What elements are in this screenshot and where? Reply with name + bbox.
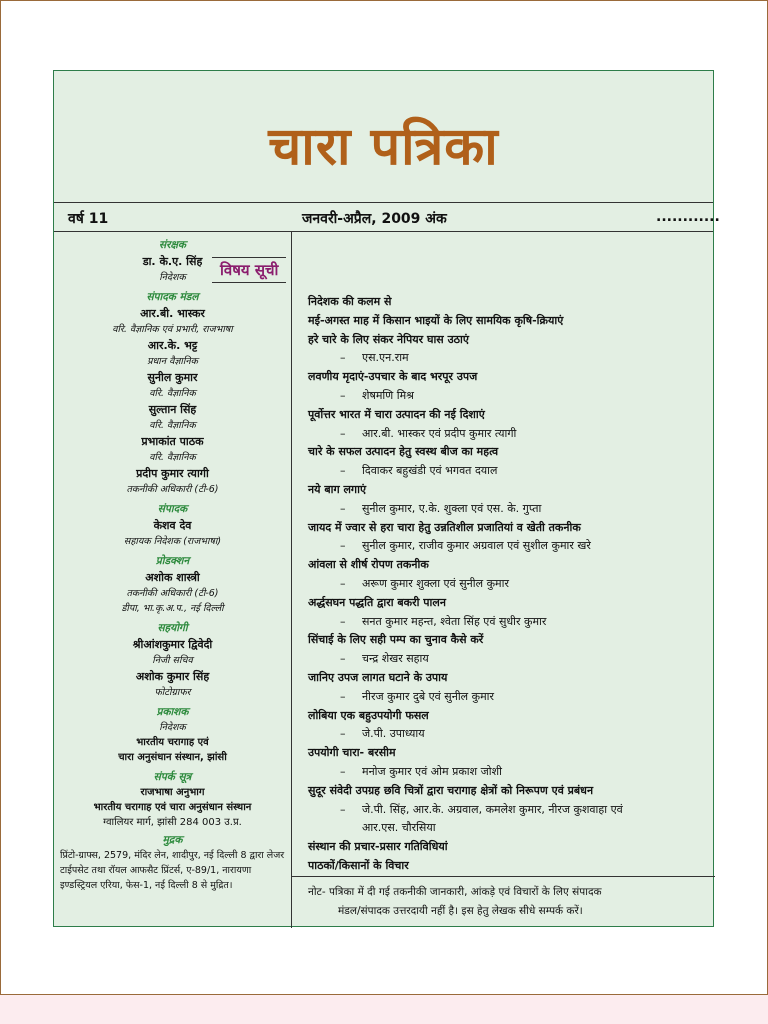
header-top-rule bbox=[54, 202, 713, 203]
author-names: दिवाकर बहुखंडी एवं भगवत दयाल bbox=[362, 464, 498, 478]
toc-article-title: लवणीय मृदाएं-उपचार के बाद भरपूर उपज bbox=[308, 370, 478, 384]
author-dash: – bbox=[340, 351, 346, 365]
contact-line: राजभाषा अनुभाग bbox=[140, 787, 205, 798]
author-names: सनत कुमार महन्त, श्वेता सिंह एवं सुधीर कुमार bbox=[362, 614, 547, 628]
toc-article-title: निदेशक की कलम से bbox=[308, 295, 392, 308]
author-names: जे.पी. सिंह, आर.के. अग्रवाल, कमलेश कुमार, नीरज कुशवाहा एवं bbox=[362, 802, 623, 816]
toc-article-title: अर्द्धसघन पद्धति द्वारा बकरी पालन bbox=[308, 595, 446, 609]
toc-heading: विषय सूची bbox=[212, 257, 286, 283]
production-place: डीपा, भा.कृ.अ.प., नई दिल्ली bbox=[121, 603, 224, 614]
toc-article-author bbox=[308, 650, 708, 669]
board-member-name: सुनील कुमार bbox=[147, 371, 198, 384]
author-names: मनोज कुमार एवं ओम प्रकाश जोशी bbox=[362, 764, 502, 778]
toc-article-title: चारे के सफल उत्पादन हेतु स्वस्थ बीज का महत्व bbox=[308, 445, 499, 459]
board-member-role: वरि. वैज्ञानिक एवं प्रभारी, राजभाषा bbox=[112, 324, 233, 335]
author-dash: – bbox=[340, 501, 346, 515]
printer-text: प्रिंटो-ग्राफ्स, 2579, मंदिर लेन, शादीपुर, नई दिल्ली 8 द्वारा लेजर टाईपसेट तथा रॉयल आफसैट प्रिंटर्स, ए-89/1, नारायणा इण्डस्ट्रियल एरिया, फेस-1, नई दिल्ली 8 से मुद्रित। bbox=[60, 850, 285, 891]
patron-role: निदेशक bbox=[159, 272, 186, 283]
author-dash: – bbox=[340, 426, 346, 440]
assist-role: फोटोग्राफर bbox=[154, 687, 191, 698]
author-dash: – bbox=[340, 464, 346, 478]
toc-article-title: सुदूर संवेदी उपग्रह छवि चित्रों द्वारा चरागाह क्षेत्रों को निरूपण एवं प्रबंधन bbox=[308, 783, 594, 797]
issue-label: जनवरी-अप्रैल, 2009 अंक bbox=[302, 211, 447, 227]
board-member-name: सुल्तान सिंह bbox=[148, 403, 197, 416]
board-heading: संपादक मंडल bbox=[146, 291, 199, 303]
table-of-contents bbox=[308, 293, 708, 876]
toc-article-author bbox=[308, 801, 708, 820]
note-rule bbox=[292, 876, 715, 877]
editor-heading: संपादक bbox=[157, 503, 188, 515]
board-member-role: प्रधान वैज्ञानिक bbox=[147, 356, 198, 367]
author-dash: – bbox=[340, 652, 346, 666]
toc-article-title: आंवला से शीर्ष रोपण तकनीक bbox=[308, 558, 429, 572]
patron-name: डा. के.ए. सिंह bbox=[142, 255, 203, 268]
author-names: नीरज कुमार दुबे एवं सुनील कुमार bbox=[362, 689, 495, 703]
toc-article-author bbox=[308, 613, 708, 632]
assist-name: श्रीआंशकुमार द्विवेदी bbox=[132, 638, 213, 651]
board-member-name: आर.बी. भास्कर bbox=[140, 307, 205, 320]
production-heading: प्रोडक्शन bbox=[155, 555, 190, 567]
toc-article-author bbox=[308, 500, 708, 519]
author-names: सुनील कुमार, ए.के. शुक्ला एवं एस. के. गुप्ता bbox=[362, 501, 542, 515]
author-names: चन्द्र शेखर सहाय bbox=[362, 652, 429, 666]
toc-article-title: पाठकों/किसानों के विचार bbox=[308, 858, 409, 872]
toc-article-author: आर.एस. चौरसिया bbox=[362, 821, 436, 835]
note-line: मंडल/संपादक उत्तरदायी नहीं है। इस हेतु लेखक सीधे सम्पर्क करें। bbox=[338, 905, 583, 917]
column-divider bbox=[291, 231, 292, 928]
toc-article-author bbox=[308, 387, 708, 406]
note-line: नोट- पत्रिका में दी गई तकनीकी जानकारी, आंकड़े एवं विचारों के लिए संपादक bbox=[308, 886, 602, 898]
toc-article-author bbox=[308, 349, 708, 368]
toc-article-title: संस्थान की प्रचार-प्रसार गतिविधियां bbox=[308, 840, 448, 854]
author-names: अरूण कुमार शुक्ला एवं सुनील कुमार bbox=[362, 576, 509, 590]
contact-heading: संपर्क सूत्र bbox=[153, 771, 192, 783]
publisher-org: चारा अनुसंधान संस्थान, झांसी bbox=[118, 752, 227, 763]
disclaimer-note bbox=[308, 883, 708, 921]
author-names: जे.पी. उपाध्याय bbox=[362, 727, 425, 741]
toc-article-author bbox=[308, 425, 708, 444]
author-dash: – bbox=[340, 576, 346, 590]
publisher-heading: प्रकाशक bbox=[156, 706, 189, 718]
toc-article-author bbox=[308, 537, 708, 556]
patron-heading: संरक्षक bbox=[159, 239, 186, 251]
production-role: तकनीकी अधिकारी (टी-6) bbox=[126, 588, 219, 599]
toc-article-title: जायद में ज्वार से हरा चारा हेतु उन्नतिशील प्रजातियां व खेती तकनीक bbox=[308, 520, 581, 534]
editor-name: केशव देव bbox=[153, 519, 192, 532]
board-member-name: प्रभाकांत पाठक bbox=[141, 435, 204, 448]
author-dash: – bbox=[340, 614, 346, 628]
toc-article-title: नये बाग लगाएं bbox=[308, 482, 367, 496]
magazine-title: चारा पत्रिका bbox=[268, 117, 499, 177]
toc-article-author bbox=[308, 462, 708, 481]
header-dots: ............ bbox=[656, 209, 720, 225]
volume-label: वर्ष 11 bbox=[68, 211, 109, 227]
magazine-page bbox=[53, 70, 720, 927]
board-member-role: तकनीकी अधिकारी (टी-6) bbox=[126, 484, 219, 495]
author-dash: – bbox=[340, 689, 346, 703]
board-member-role: वरि. वैज्ञानिक bbox=[149, 388, 196, 399]
board-member-role: वरि. वैज्ञानिक bbox=[149, 420, 196, 431]
editor-role: सहायक निदेशक (राजभाषा) bbox=[123, 536, 222, 547]
toc-article-title: सिंचाई के लिए सही पम्प का चुनाव कैसे करें bbox=[308, 633, 484, 647]
author-names: आर.बी. भास्कर एवं प्रदीप कुमार त्यागी bbox=[362, 426, 517, 440]
assist-name: अशोक कुमार सिंह bbox=[135, 670, 210, 683]
contact-line: भारतीय चरागाह एवं चारा अनुसंधान संस्थान bbox=[93, 802, 252, 813]
author-names: एस.एन.राम bbox=[362, 351, 409, 365]
toc-article-author bbox=[308, 575, 708, 594]
assist-role: निजी सचिव bbox=[152, 655, 193, 666]
author-dash: – bbox=[340, 802, 346, 816]
contact-line: ग्वालियर मार्ग, झांसी 284 003 उ.प्र. bbox=[103, 817, 242, 828]
publisher-org: भारतीय चरागाह एवं bbox=[136, 737, 209, 748]
toc-article-title: लोबिया एक बहुउपयोगी फसल bbox=[308, 708, 429, 722]
toc-article-title: जानिए उपज लागत घटाने के उपाय bbox=[308, 670, 448, 684]
toc-article-author bbox=[308, 763, 708, 782]
board-member-name: प्रदीप कुमार त्यागी bbox=[136, 467, 209, 480]
publisher-role: निदेशक bbox=[159, 722, 186, 733]
printer-heading: मुद्रक bbox=[162, 834, 183, 846]
author-names: शेषमणि मिश्र bbox=[362, 388, 414, 402]
masthead-column bbox=[54, 237, 291, 893]
author-dash: – bbox=[340, 764, 346, 778]
board-member-name: आर.के. भट्ट bbox=[147, 339, 198, 352]
assist-heading: सहयोगी bbox=[157, 622, 188, 634]
author-dash: – bbox=[340, 727, 346, 741]
toc-article-title: पूर्वोत्तर भारत में चारा उत्पादन की नई दिशाएं bbox=[308, 407, 485, 421]
board-member-role: वरि. वैज्ञानिक bbox=[149, 452, 196, 463]
toc-article-title: मई-अगस्त माह में किसान भाइयों के लिए सामयिक कृषि-क्रियाएं bbox=[308, 313, 564, 327]
toc-article-author bbox=[308, 688, 708, 707]
toc-article-author bbox=[308, 725, 708, 744]
author-dash: – bbox=[340, 539, 346, 553]
author-dash: – bbox=[340, 388, 346, 402]
header-bottom-rule bbox=[54, 231, 713, 232]
production-name: अशोक शास्त्री bbox=[145, 571, 200, 584]
toc-article-title: हरे चारे के लिए संकर नेपियर घास उठाएं bbox=[308, 332, 469, 346]
author-names: सुनील कुमार, राजीव कुमार अग्रवाल एवं सुशील कुमार खरे bbox=[362, 539, 591, 553]
toc-article-title: उपयोगी चारा- बरसीम bbox=[308, 746, 396, 760]
